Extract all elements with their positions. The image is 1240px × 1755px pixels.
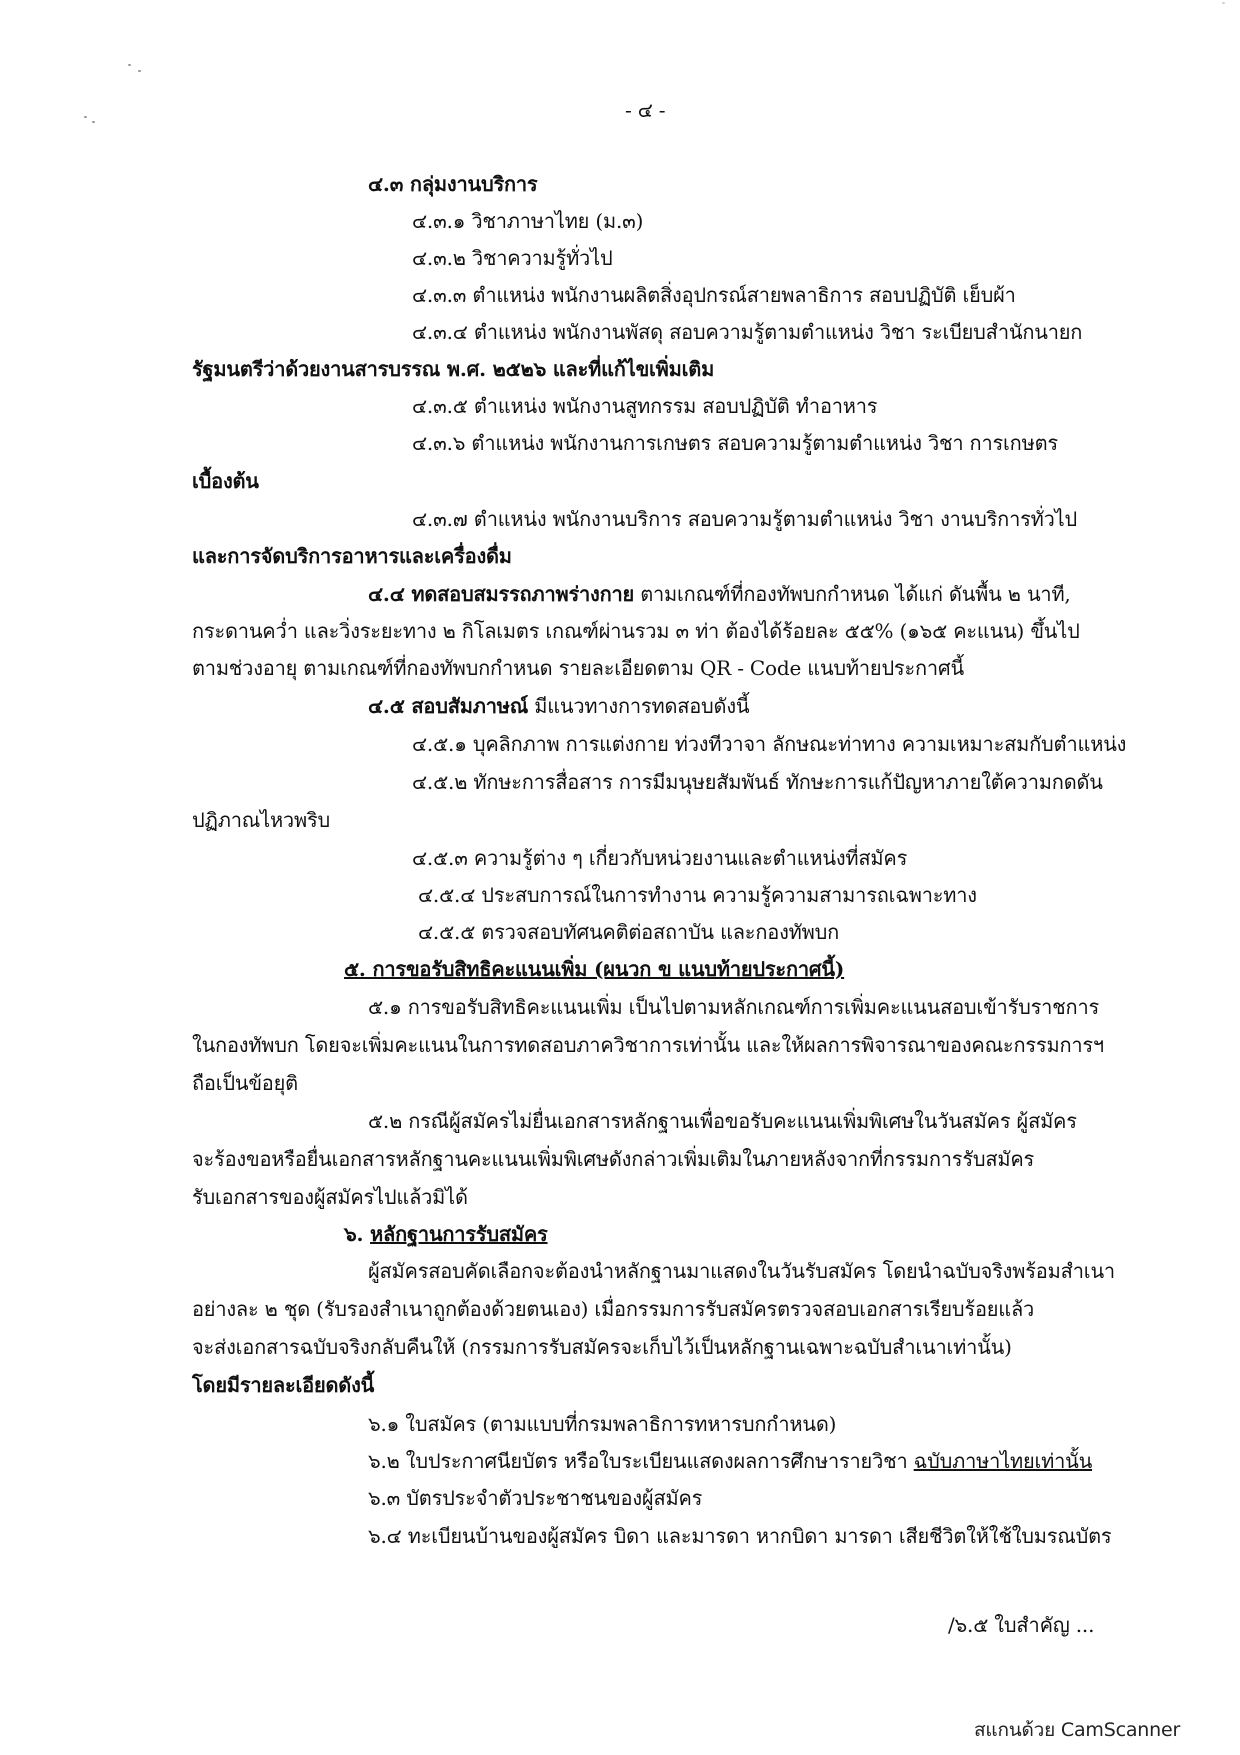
section-5-2-line3: รับเอกสารของผู้สมัครไปแล้วมิได้ <box>192 1185 468 1209</box>
section-4-4-line1 <box>368 580 1071 608</box>
item-6-3: ๖.๓ บัตรประจำตัวประชาชนของผู้สมัคร <box>368 1486 703 1510</box>
item-4-3-6: ๔.๓.๖ ตำแหน่ง พนักงานการเกษตร สอบความรู้ตามตำแหน่ง วิชา การเกษตร <box>412 431 1058 455</box>
section-6-para-line3: จะส่งเอกสารฉบับจริงกลับคืนให้ (กรรมการรับสมัครจะเก็บไว้เป็นหลักฐานเฉพาะฉบับสำเนาเท่านั้น) <box>192 1335 1012 1359</box>
section-6-title: หลักฐานการรับสมัคร <box>370 1222 548 1246</box>
item-4-5-4: ๔.๕.๔ ประสบการณ์ในการทำงาน ความรู้ความสามารถเฉพาะทาง <box>418 883 977 907</box>
item-4-3-7-cont: และการจัดบริการอาหารและเครื่องดื่ม <box>192 544 512 568</box>
section-4-5-label: ๔.๕ สอบสัมภาษณ์ <box>368 694 529 718</box>
section-5-1-line2: ในกองทัพบก โดยจะเพิ่มคะแนนในการทดสอบภาควิชาการเท่านั้น และให้ผลการพิจารณาของคณะกรรมการฯ <box>192 1033 1104 1057</box>
section-5-1-line1: ๕.๑ การขอรับสิทธิคะแนนเพิ่ม เป็นไปตามหลักเกณฑ์การเพิ่มคะแนนสอบเข้ารับราชการ <box>368 995 1100 1019</box>
section-6-para-line4: โดยมีรายละเอียดดังนี้ <box>192 1373 375 1397</box>
continuation-note: /๖.๕ ใบสำคัญ ... <box>948 1613 1095 1637</box>
section-6-para-line1: ผู้สมัครสอบคัดเลือกจะต้องนำหลักฐานมาแสดงในวันรับสมัคร โดยนำฉบับจริงพร้อมสำเนา <box>368 1259 1115 1283</box>
item-4-5-5: ๔.๕.๕ ตรวจสอบทัศนคติต่อสถาบัน และกองทัพบก <box>418 920 840 944</box>
item-4-3-6-cont: เบื้องต้น <box>192 469 259 493</box>
section-4-4-line3: ตามช่วงอายุ ตามเกณฑ์ที่กองทัพบกกำหนด รายละเอียดตาม QR - Code แนบท้ายประกาศนี้ <box>192 656 964 680</box>
item-4-3-4: ๔.๓.๔ ตำแหน่ง พนักงานพัสดุ สอบความรู้ตามตำแหน่ง วิชา ระเบียบสำนักนายก <box>412 320 1083 344</box>
item-6-2 <box>368 1447 1092 1475</box>
scan-speck <box>128 64 131 66</box>
item-4-5-2: ๔.๕.๒ ทักษะการสื่อสาร การมีมนุษยสัมพันธ์ ทักษะการแก้ปัญหาภายใต้ความกดดัน <box>412 770 1103 794</box>
item-4-3-2: ๔.๓.๒ วิชาความรู้ทั่วไป <box>412 246 613 270</box>
scan-speck <box>84 116 87 118</box>
item-4-5-1: ๔.๕.๑ บุคลิกภาพ การแต่งกาย ท่วงทีวาจา ลักษณะท่าทาง ความเหมาะสมกับตำแหน่ง <box>412 732 1127 756</box>
item-4-3-3: ๔.๓.๓ ตำแหน่ง พนักงานผลิตสิ่งอุปกรณ์สายพลาธิการ สอบปฏิบัติ เย็บผ้า <box>412 283 1016 307</box>
item-6-2-text: ๖.๒ ใบประกาศนียบัตร หรือใบระเบียนแสดงผลการศึกษารายวิชา <box>368 1449 914 1473</box>
item-4-5-2-cont: ปฏิภาณไหวพริบ <box>192 808 330 832</box>
section-4-4-label: ๔.๔ ทดสอบสมรรถภาพร่างกาย <box>368 582 635 606</box>
section-5-2-line1: ๕.๒ กรณีผู้สมัครไม่ยื่นเอกสารหลักฐานเพื่อขอรับคะแนนเพิ่มพิเศษในวันสมัคร ผู้สมัคร <box>368 1109 1077 1133</box>
scan-speck <box>92 121 95 123</box>
section-4-4-line2: กระดานคว่ำ และวิ่งระยะทาง ๒ กิโลเมตร เกณฑ์ผ่านรวม ๓ ท่า ต้องได้ร้อยละ ๕๕% (๑๖๕ คะแนน) ขึ้นไป <box>192 619 1080 643</box>
item-4-3-1: ๔.๓.๑ วิชาภาษาไทย (ม.๓) <box>412 209 644 233</box>
scanner-footer: สแกนด้วย CamScanner <box>974 1719 1181 1741</box>
item-4-3-4-cont: รัฐมนตรีว่าด้วยงานสารบรรณ พ.ศ. ๒๕๒๖ และที่แก้ไขเพิ่มเติม <box>192 357 715 381</box>
item-4-5-3: ๔.๕.๓ ความรู้ต่าง ๆ เกี่ยวกับหน่วยงานและตำแหน่งที่สมัคร <box>412 846 908 870</box>
item-4-3-5: ๔.๓.๕ ตำแหน่ง พนักงานสูทกรรม สอบปฏิบัติ ทำอาหาร <box>412 394 878 418</box>
item-4-3-7: ๔.๓.๗ ตำแหน่ง พนักงานบริการ สอบความรู้ตามตำแหน่ง วิชา งานบริการทั่วไป <box>412 507 1078 531</box>
item-6-2-underlined: ฉบับภาษาไทยเท่านั้น <box>913 1449 1093 1473</box>
section-5-1-line3: ถือเป็นข้อยุติ <box>192 1071 298 1095</box>
scan-speck <box>138 70 141 72</box>
section-5-heading: ๕. การขอรับสิทธิคะแนนเพิ่ม (ผนวก ข แนบท้ายประกาศนี้) <box>344 957 845 981</box>
item-6-4: ๖.๔ ทะเบียนบ้านของผู้สมัคร บิดา และมารดา หากบิดา มารดา เสียชีวิตให้ใช้ใบมรณบัตร <box>368 1524 1112 1548</box>
section-4-4-line1-text: ตามเกณฑ์ที่กองทัพบกกำหนด ได้แก่ ดันพื้น ๒ นาที, <box>634 582 1071 606</box>
scan-speck <box>1222 2 1225 4</box>
section-4-3-heading: ๔.๓ กลุ่มงานบริการ <box>368 172 538 196</box>
page-number: - ๔ - <box>625 98 666 122</box>
section-4-5-rest: มีแนวทางการทดสอบดังนี้ <box>528 694 750 718</box>
item-6-1: ๖.๑ ใบสมัคร (ตามแบบที่กรมพลาธิการทหารบกกำหนด) <box>368 1412 837 1436</box>
section-6-para-line2: อย่างละ ๒ ชุด (รับรองสำเนาถูกต้องด้วยตนเอง) เมื่อกรรมการรับสมัครตรวจสอบเอกสารเรียบร้อยแล้ว <box>192 1297 1035 1321</box>
section-4-5-heading <box>368 692 749 720</box>
section-6-number: ๖. <box>344 1222 364 1246</box>
section-5-2-line2: จะร้องขอหรือยื่นเอกสารหลักฐานคะแนนเพิ่มพิเศษดังกล่าวเพิ่มเติมในภายหลังจากที่กรรมการรับสมัคร <box>192 1147 1035 1171</box>
section-6-heading <box>344 1220 548 1248</box>
